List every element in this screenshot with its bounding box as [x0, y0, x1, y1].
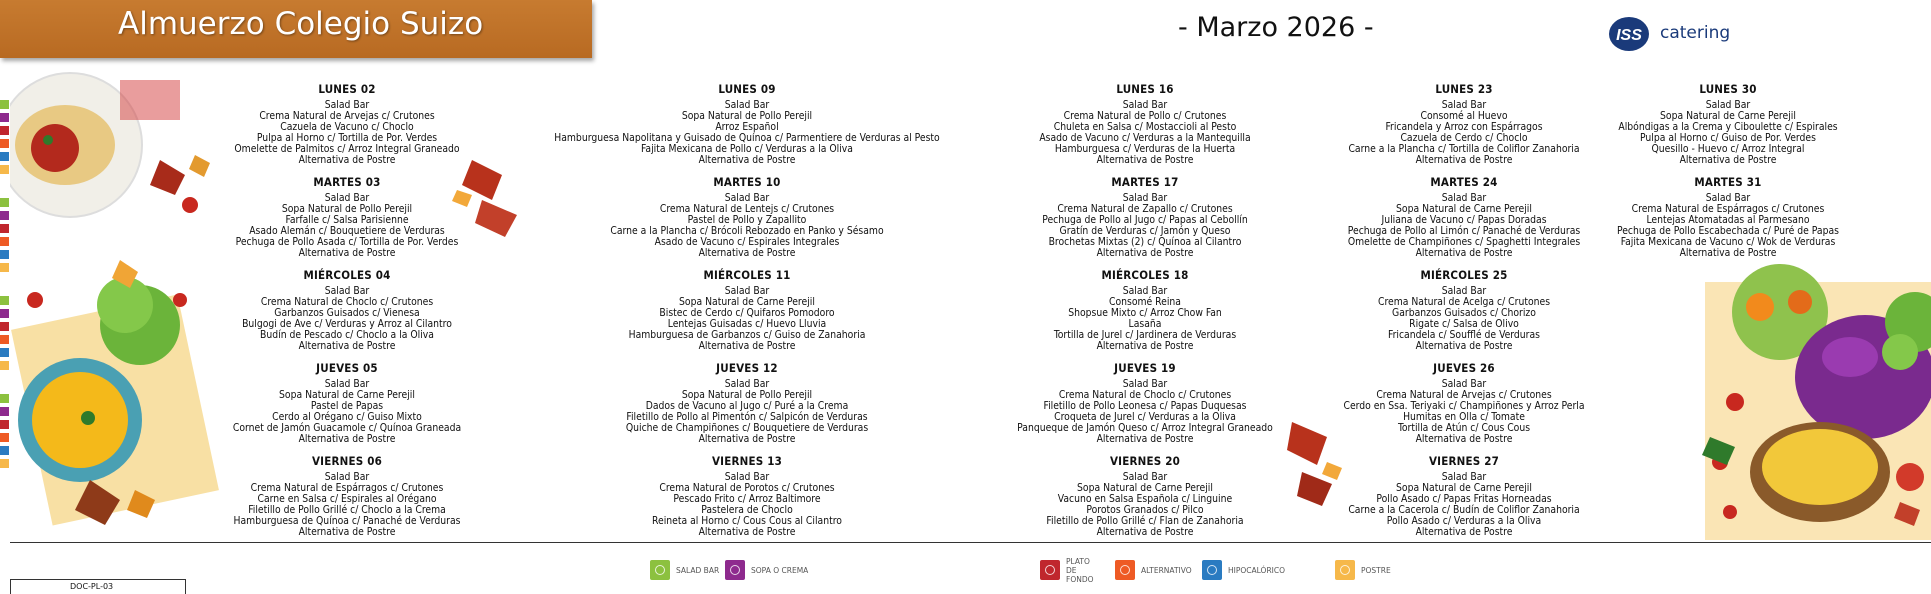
menu-item: Filetillo de Pollo Grillé c/ Flan de Zanahoria	[1046, 515, 1244, 527]
menu-item: Alternativa de Postre	[1679, 247, 1777, 259]
day-header: MARTES 31	[1694, 175, 1762, 189]
day-martes-31	[1563, 175, 1893, 259]
menu-item: Salad Bar	[1122, 378, 1168, 390]
legend-label: HIPOCALÓRICO	[1228, 565, 1286, 575]
day-header: VIERNES 27	[1428, 454, 1500, 468]
menu-item: Salad Bar	[1441, 285, 1487, 297]
menu-item: Cerdo al Orégano c/ Guiso Mixto	[272, 411, 422, 423]
menu-item: Panqueque de Jamón Queso c/ Arroz Integral Graneado	[1017, 422, 1273, 434]
menu-item: Budín de Pescado c/ Choclo a la Oliva	[260, 329, 434, 341]
menu-item: Salad Bar	[1122, 285, 1168, 297]
day-header: MIÉRCOLES 25	[1420, 268, 1508, 282]
menu-item: Humitas en Olla c/ Tomate	[1403, 411, 1525, 423]
legend-label: SALAD BAR	[676, 565, 720, 575]
menu-item: Pechuga de Pollo Escabechada c/ Puré de Papas	[1617, 225, 1839, 237]
menu-item: Sopa Natural de Carne Perejil	[1396, 482, 1532, 494]
menu-item: Salad Bar	[324, 378, 370, 390]
menu-item: Carne a la Plancha c/ Tortilla de Coliflor Zanahoria	[1348, 143, 1580, 155]
menu-item: Salad Bar	[1122, 99, 1168, 111]
menu-item: Crema Natural de Lentejs c/ Crutones	[659, 203, 835, 215]
salad-icon	[650, 560, 670, 580]
menu-item: Reineta al Horno c/ Cous Cous al Cilantro	[652, 515, 842, 527]
menu-item: Tortilla de Jurel c/ Jardinera de Verduras	[1053, 329, 1237, 341]
alternative-icon	[1115, 560, 1135, 580]
menu-item: Pollo Asado c/ Verduras a la Oliva	[1386, 515, 1542, 527]
menu-item: Tortilla de Atún c/ Cous Cous	[1397, 422, 1531, 434]
menu-item: Cornet de Jamón Guacamole c/ Quínoa Graneada	[232, 422, 462, 434]
menu-item: Alternativa de Postre	[698, 340, 796, 352]
menu-item: Sopa Natural de Pollo Perejil	[281, 203, 413, 215]
menu-item: Pechuga de Pollo al Jugo c/ Papas al Cebollín	[1042, 214, 1248, 226]
menu-item: Crema Natural de Pollo c/ Crutones	[1063, 110, 1227, 122]
menu-item: Salad Bar	[724, 285, 770, 297]
menu-item: Carne en Salsa c/ Espirales al Orégano	[257, 493, 437, 505]
menu-item: Carne a la Cacerola c/ Budín de Coliflor Zanahoria	[1348, 504, 1580, 516]
menu-item: Alternativa de Postre	[698, 154, 796, 166]
menu-item: Alternativa de Postre	[1415, 433, 1513, 445]
menu-item: Alternativa de Postre	[1096, 154, 1194, 166]
menu-item: Salad Bar	[724, 471, 770, 483]
day-viernes-06	[127, 454, 567, 538]
day-miercoles-11	[527, 268, 967, 352]
menu-item: Asado Alemán c/ Bouquetiere de Verduras	[249, 225, 445, 237]
menu-item: Alternativa de Postre	[1096, 526, 1194, 538]
day-martes-03	[127, 175, 567, 259]
menu-item: Pescado Frito c/ Arroz Baltimore	[673, 493, 821, 505]
day-lunes-09	[527, 82, 967, 166]
day-header: VIERNES 06	[311, 454, 383, 468]
menu-item: Asado de Vacuno c/ Espirales Integrales	[654, 236, 840, 248]
menu-item: Salad Bar	[1705, 192, 1751, 204]
menu-item: Pechuga de Pollo al Limón c/ Panaché de Verduras	[1347, 225, 1581, 237]
main-dish-icon	[1040, 560, 1060, 580]
menu-item: Fricandela y Arroz con Espárragos	[1385, 121, 1543, 133]
menu-item: Lentejas Guisadas c/ Huevo Lluvia	[667, 318, 827, 330]
menu-item: Salad Bar	[1705, 99, 1751, 111]
day-header: JUEVES 12	[716, 361, 778, 375]
menu-item: Consomé al Huevo	[1420, 110, 1508, 122]
left-color-strip	[0, 100, 9, 540]
day-jueves-05	[127, 361, 567, 445]
menu-item: Carne a la Plancha c/ Brócoli Rebozado en Panko y Sésamo	[610, 225, 884, 237]
menu-item: Crema Natural de Acelga c/ Crutones	[1377, 296, 1551, 308]
day-header: VIERNES 13	[711, 454, 783, 468]
menu-item: Sopa Natural de Carne Perejil	[1396, 203, 1532, 215]
menu-item: Bulgogi de Ave c/ Verduras y Arroz al Cilantro	[242, 318, 452, 330]
menu-item: Salad Bar	[724, 192, 770, 204]
menu-item: Fajita Mexicana de Pollo c/ Verduras a la Oliva	[641, 143, 853, 155]
menu-item: Chuleta en Salsa c/ Mostaccioli al Pesto	[1053, 121, 1237, 133]
menu-item: Crema Natural de Arvejas c/ Crutones	[259, 110, 435, 122]
menu-item: Alternativa de Postre	[1096, 433, 1194, 445]
menu-item: Pastelera de Choclo	[701, 504, 793, 516]
menu-item: Salad Bar	[724, 378, 770, 390]
menu-item: Garbanzos Guisados c/ Chorizo	[1392, 307, 1536, 319]
menu-item: Crema Natural de Choclo c/ Crutones	[260, 296, 434, 308]
menu-item: Alternativa de Postre	[298, 433, 396, 445]
menu-item: Pastel de Papas	[310, 400, 384, 412]
month-heading: - Marzo 2026 -	[1178, 12, 1374, 43]
menu-item: Hamburguesa Napolitana y Guisado de Quínoa c/ Parmentiere de Verduras al Pesto	[554, 132, 940, 144]
menu-item: Rigate c/ Salsa de Olivo	[1409, 318, 1519, 330]
menu-item: Consomé Reina	[1109, 296, 1181, 308]
menu-item: Sopa Natural de Carne Perejil	[279, 389, 415, 401]
day-miercoles-04	[127, 268, 567, 352]
menu-item: Alternativa de Postre	[698, 247, 796, 259]
menu-item: Alternativa de Postre	[1415, 154, 1513, 166]
day-lunes-02	[127, 82, 567, 166]
menu-item: Filetillo de Pollo Leonesa c/ Papas Duquesas	[1043, 400, 1247, 412]
day-header: MIÉRCOLES 04	[303, 268, 391, 282]
svg-text:ISS: ISS	[1616, 27, 1642, 44]
day-header: MARTES 10	[713, 175, 781, 189]
menu-item: Farfalle c/ Salsa Parisienne	[285, 214, 409, 226]
day-viernes-27	[1244, 454, 1684, 538]
menu-item: Alternativa de Postre	[1679, 154, 1777, 166]
day-jueves-26	[1244, 361, 1684, 445]
menu-item: Alternativa de Postre	[1096, 247, 1194, 259]
menu-item: Croqueta de Jurel c/ Verduras a la Oliva	[1054, 411, 1236, 423]
day-lunes-30	[1563, 82, 1893, 166]
menu-item: Sopa Natural de Pollo Perejil	[681, 110, 813, 122]
menu-item: Cazuela de Vacuno c/ Choclo	[280, 121, 414, 133]
day-header: LUNES 16	[1116, 82, 1174, 96]
day-header: LUNES 23	[1435, 82, 1493, 96]
menu-item: Cerdo en Ssa. Teriyaki c/ Champiñones y Arroz Perla	[1343, 400, 1585, 412]
menu-item: Omelette de Palmitos c/ Arroz Integral Graneado	[234, 143, 460, 155]
menu-item: Omelette de Champiñones c/ Spaghetti Integrales	[1347, 236, 1581, 248]
iss-logo	[1608, 16, 1650, 52]
menu-item: Shopsue Mixto c/ Arroz Chow Fan	[1068, 307, 1222, 319]
menu-item: Quiche de Champiñones c/ Bouquetiere de Verduras	[625, 422, 869, 434]
legend-postre	[1335, 560, 1391, 580]
menu-item: Salad Bar	[1441, 471, 1487, 483]
menu-item: Porotos Granados c/ Pilco	[1086, 504, 1204, 516]
menu-item: Brochetas Mixtas (2) c/ Quínoa al Cilantro	[1048, 236, 1242, 248]
dessert-icon	[1335, 560, 1355, 580]
menu-item: Albóndigas a la Crema y Ciboulette c/ Espirales	[1618, 121, 1838, 133]
menu-item: Sopa Natural de Pollo Perejil	[681, 389, 813, 401]
menu-item: Crema Natural de Zapallo c/ Crutones	[1057, 203, 1233, 215]
menu-item: Pollo Asado c/ Papas Fritas Horneadas	[1376, 493, 1552, 505]
legend-hipocalorico	[1202, 560, 1285, 580]
soup-icon	[725, 560, 745, 580]
day-header: MIÉRCOLES 18	[1101, 268, 1189, 282]
menu-item: Salad Bar	[1122, 471, 1168, 483]
menu-item: Salad Bar	[324, 471, 370, 483]
menu-item: Salad Bar	[1122, 192, 1168, 204]
menu-item: Salad Bar	[724, 99, 770, 111]
menu-item: Sopa Natural de Carne Perejil	[1077, 482, 1213, 494]
legend-alternativo	[1115, 560, 1192, 580]
legend-label: PLATO DE FONDO	[1066, 556, 1094, 584]
right-food-illustration	[1700, 262, 1931, 540]
day-viernes-13	[527, 454, 967, 538]
menu-item: Pastel de Pollo y Zapallito	[687, 214, 807, 226]
menu-item: Pulpa al Horno c/ Guiso de Por. Verdes	[1640, 132, 1816, 144]
legend-label: SOPA O CREMA	[751, 565, 809, 575]
menu-item: Alternativa de Postre	[1096, 340, 1194, 352]
menu-item: Bistec de Cerdo c/ Quifaros Pomodoro	[659, 307, 835, 319]
menu-item: Filetillo de Pollo Grillé c/ Choclo a la Crema	[248, 504, 446, 516]
menu-item: Pechuga de Pollo Asada c/ Tortilla de Por. Verdes	[235, 236, 459, 248]
menu-item: Alternativa de Postre	[1415, 340, 1513, 352]
menu-item: Crema Natural de Espárragos c/ Crutones	[250, 482, 444, 494]
legend-plato-de-fondo	[1040, 556, 1098, 584]
menu-item: Alternativa de Postre	[298, 340, 396, 352]
day-martes-10	[527, 175, 967, 259]
menu-item: Salad Bar	[1441, 99, 1487, 111]
menu-item: Crema Natural de Espárragos c/ Crutones	[1631, 203, 1825, 215]
day-header: MARTES 03	[313, 175, 381, 189]
menu-item: Pulpa al Horno c/ Tortilla de Por. Verdes	[256, 132, 438, 144]
legend-label: ALTERNATIVO	[1141, 565, 1192, 575]
menu-item: Salad Bar	[324, 285, 370, 297]
menu-item: Hamburguesa c/ Verduras de la Huerta	[1054, 143, 1236, 155]
menu-item: Garbanzos Guisados c/ Vienesa	[274, 307, 420, 319]
menu-item: Sopa Natural de Carne Perejil	[679, 296, 815, 308]
menu-item: Vacuno en Salsa Española c/ Linguine	[1057, 493, 1233, 505]
menu-item: Gratín de Verduras c/ Jamón y Queso	[1059, 225, 1231, 237]
day-header: JUEVES 19	[1114, 361, 1176, 375]
menu-item: Fajita Mexicana de Vacuno c/ Wok de Verduras	[1620, 236, 1836, 248]
day-miercoles-25	[1244, 268, 1684, 352]
day-header: MARTES 24	[1430, 175, 1498, 189]
title-bar	[0, 0, 592, 58]
low-calorie-icon	[1202, 560, 1222, 580]
menu-item: Hamburguesa de Garbanzos c/ Guiso de Zanahoria	[628, 329, 866, 341]
menu-item: Alternativa de Postre	[698, 433, 796, 445]
day-header: MARTES 17	[1111, 175, 1179, 189]
menu-item: Hamburguesa de Quínoa c/ Panaché de Verduras	[233, 515, 461, 527]
menu-item: Alternativa de Postre	[1415, 526, 1513, 538]
day-header: JUEVES 26	[1433, 361, 1495, 375]
page-title: Almuerzo Colegio Suizo	[118, 6, 484, 42]
menu-item: Fricandela c/ Soufflé de Verduras	[1387, 329, 1540, 341]
menu-item: Alternativa de Postre	[1415, 247, 1513, 259]
day-header: LUNES 02	[318, 82, 376, 96]
menu-item: Juliana de Vacuno c/ Papas Doradas	[1381, 214, 1547, 226]
day-header: JUEVES 05	[316, 361, 378, 375]
menu-item: Asado de Vacuno c/ Verduras a la Mantequilla	[1039, 132, 1251, 144]
menu-item: Quesillo - Huevo c/ Arroz Integral	[1651, 143, 1805, 155]
menu-item: Salad Bar	[1441, 192, 1487, 204]
menu-item: Salad Bar	[1441, 378, 1487, 390]
menu-item: Alternativa de Postre	[698, 526, 796, 538]
menu-item: Salad Bar	[324, 192, 370, 204]
menu-item: Crema Natural de Porotos c/ Crutones	[659, 482, 835, 494]
menu-item: Sopa Natural de Carne Perejil	[1660, 110, 1796, 122]
menu-item: Alternativa de Postre	[298, 526, 396, 538]
day-jueves-12	[527, 361, 967, 445]
menu-item: Cazuela de Cerdo c/ Choclo	[1400, 132, 1528, 144]
footer-rule	[10, 542, 1931, 543]
menu-item: Alternativa de Postre	[298, 247, 396, 259]
menu-item: Arroz Español	[715, 121, 779, 133]
catering-brand-text: catering	[1660, 23, 1731, 43]
menu-item: Dados de Vacuno al Jugo c/ Puré a la Crema	[645, 400, 849, 412]
day-header: LUNES 09	[718, 82, 776, 96]
menu-item: Crema Natural de Arvejas c/ Crutones	[1376, 389, 1552, 401]
day-header: MIÉRCOLES 11	[703, 268, 791, 282]
menu-item: Lasaña	[1128, 318, 1162, 330]
menu-item: Crema Natural de Choclo c/ Crutones	[1058, 389, 1232, 401]
legend-salad-bar	[650, 560, 719, 580]
day-header: LUNES 30	[1699, 82, 1757, 96]
menu-item: Lentejas Atomatadas al Parmesano	[1646, 214, 1810, 226]
legend-sopa-o-crema	[725, 560, 808, 580]
menu-item: Filetillo de Pollo al Pimentón c/ Salpicón de Verduras	[626, 411, 868, 423]
menu-item: Salad Bar	[324, 99, 370, 111]
legend-label: POSTRE	[1361, 565, 1391, 575]
menu-item: Alternativa de Postre	[298, 154, 396, 166]
document-code: DOC-PL-03	[70, 582, 114, 591]
day-header: VIERNES 20	[1109, 454, 1181, 468]
